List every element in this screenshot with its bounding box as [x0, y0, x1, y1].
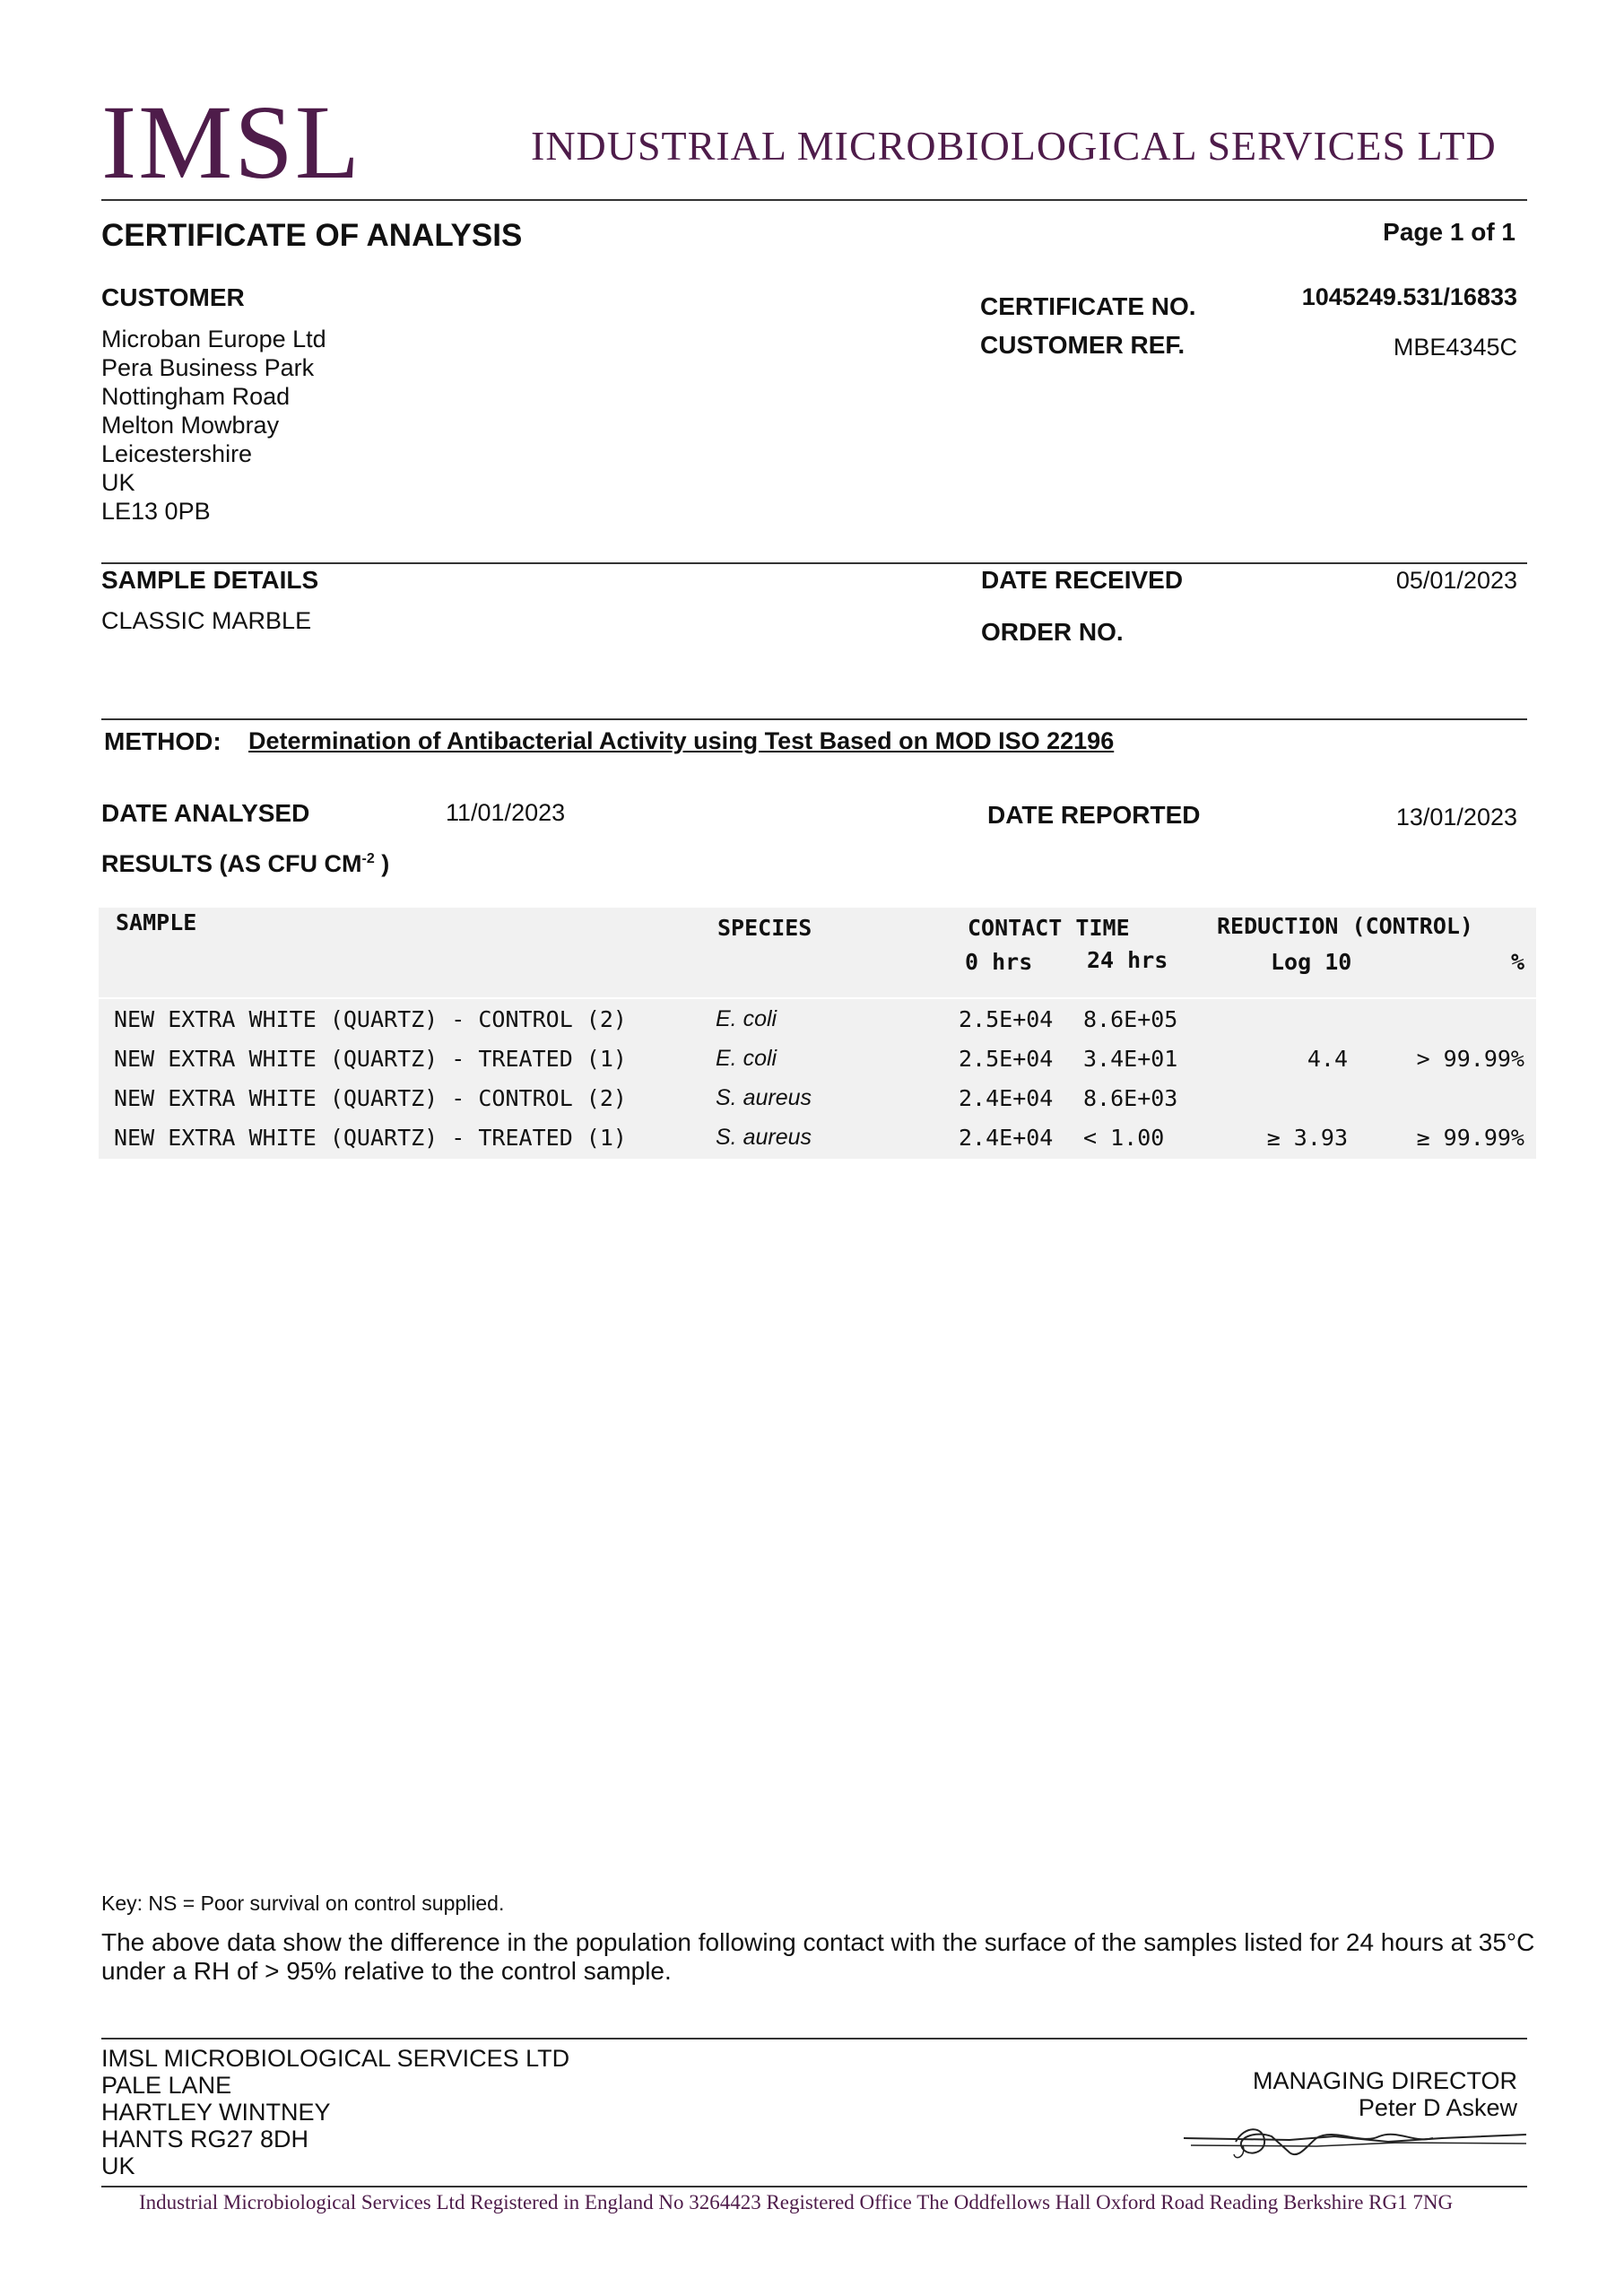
cell-sample: NEW EXTRA WHITE (QUARTZ) - TREATED (1): [114, 1046, 627, 1072]
table-row: [99, 1080, 1536, 1119]
header-zero-hrs: 0 hrs: [965, 949, 1033, 975]
date-reported-label: DATE REPORTED: [987, 801, 1201, 829]
cell-sample: NEW EXTRA WHITE (QUARTZ) - CONTROL (2): [114, 1006, 627, 1032]
customer-address-line: Nottingham Road: [101, 383, 291, 410]
cell-species: E. coli: [716, 1046, 777, 1071]
results-table: [99, 908, 1536, 1159]
cell-log10: ≥ 3.93: [1266, 1125, 1348, 1151]
cell-24hrs: 8.6E+03: [1083, 1085, 1178, 1111]
table-row: [99, 1119, 1536, 1159]
customer-address-line: Leicestershire: [101, 440, 253, 467]
results-title: [101, 850, 389, 878]
footer-bottom-divider: [101, 2186, 1527, 2187]
header-species: SPECIES: [717, 915, 812, 941]
header-sample: SAMPLE: [116, 909, 197, 935]
cell-0hrs: 2.5E+04: [959, 1006, 1054, 1032]
footer-address: [101, 2045, 569, 2179]
cell-sample: NEW EXTRA WHITE (QUARTZ) - CONTROL (2): [114, 1085, 627, 1111]
footer-address-line: HANTS RG27 8DH: [101, 2126, 309, 2152]
customer-address-line: Microban Europe Ltd: [101, 326, 326, 352]
signatory-name: Peter D Askew: [1358, 2094, 1517, 2121]
sample-details-label: SAMPLE DETAILS: [101, 566, 319, 594]
cell-sample: NEW EXTRA WHITE (QUARTZ) - TREATED (1): [114, 1125, 627, 1151]
cell-0hrs: 2.4E+04: [959, 1125, 1054, 1151]
footer-address-line: UK: [101, 2152, 135, 2179]
customer-address-line: LE13 0PB: [101, 498, 211, 525]
customer-ref: MBE4345C: [1393, 334, 1517, 361]
cell-log10: 4.4: [1307, 1046, 1348, 1072]
customer-label: CUSTOMER: [101, 283, 245, 311]
table-header: [99, 908, 1536, 997]
signatory-role: MANAGING DIRECTOR: [1252, 2067, 1517, 2094]
cell-species: E. coli: [716, 1006, 777, 1031]
registration-info: Industrial Microbiological Services Ltd Registered in England No 3264423 Registered Office The Oddfellows Hall Oxford Road Reading Berkshire RG1 7NG: [139, 2191, 1454, 2213]
method-label: METHOD:: [104, 727, 221, 755]
document-title: CERTIFICATE OF ANALYSIS: [101, 218, 523, 253]
customer-ref-label: CUSTOMER REF.: [980, 331, 1185, 359]
notes-line-1: The above data show the difference in the population following contact with the surface of the samples listed for 24 hours at 35°C: [101, 1928, 1535, 1956]
header-24-hrs: 24 hrs: [1087, 947, 1168, 973]
header-percent: %: [1510, 949, 1524, 975]
header-reduction: REDUCTION (CONTROL): [1217, 913, 1473, 939]
section-divider: [101, 718, 1527, 720]
signature: [1182, 2118, 1528, 2163]
cell-24hrs: 3.4E+01: [1083, 1046, 1178, 1072]
table-row: [99, 1040, 1536, 1080]
footer-divider: [101, 2038, 1527, 2039]
date-analysed: 11/01/2023: [446, 799, 566, 826]
results-title-superscript: -2: [361, 851, 375, 866]
footer-address-line: PALE LANE: [101, 2072, 232, 2099]
date-received-label: DATE RECEIVED: [981, 566, 1184, 594]
method-description: Determination of Antibacterial Activity using Test Based on MOD ISO 22196: [248, 727, 1115, 754]
customer-address-line: UK: [101, 469, 135, 496]
cell-percent: > 99.99%: [1416, 1046, 1524, 1072]
results-title-suffix: ): [374, 850, 390, 877]
results-title-text: RESULTS (AS CFU CM: [101, 850, 362, 877]
cell-percent: ≥ 99.99%: [1416, 1125, 1524, 1151]
notes-line-2: under a RH of > 95% relative to the control sample.: [101, 1957, 672, 1985]
cell-0hrs: 2.4E+04: [959, 1085, 1054, 1111]
footer-address-line: IMSL MICROBIOLOGICAL SERVICES LTD: [101, 2045, 570, 2072]
cell-species: S. aureus: [716, 1125, 812, 1150]
date-reported: 13/01/2023: [1395, 804, 1517, 831]
company-name: INDUSTRIAL MICROBIOLOGICAL SERVICES LTD: [531, 123, 1497, 169]
table-row: [99, 1001, 1536, 1040]
customer-address-line: Pera Business Park: [101, 354, 315, 381]
cell-0hrs: 2.5E+04: [959, 1046, 1054, 1072]
date-received: 05/01/2023: [1395, 567, 1517, 594]
section-divider: [101, 562, 1527, 564]
table-body: [99, 999, 1536, 1159]
cell-species: S. aureus: [716, 1085, 812, 1110]
order-no-label: ORDER NO.: [981, 618, 1124, 646]
certificate-number-label: CERTIFICATE NO.: [980, 292, 1196, 320]
customer-address-line: Melton Mowbray: [101, 412, 280, 439]
page-indicator: Page 1 of 1: [1383, 218, 1515, 246]
header-log10: Log 10: [1271, 949, 1352, 975]
key-note: Key: NS = Poor survival on control supplied.: [101, 1892, 505, 1915]
header-divider: [101, 199, 1527, 201]
cell-24hrs: 8.6E+05: [1083, 1006, 1178, 1032]
sample-name: CLASSIC MARBLE: [101, 607, 312, 634]
footer-address-line: HARTLEY WINTNEY: [101, 2099, 331, 2126]
cell-24hrs: < 1.00: [1083, 1125, 1165, 1151]
certificate-number: 1045249.531/16833: [1301, 283, 1517, 310]
company-logo: IMSL: [101, 83, 361, 201]
customer-address: [101, 325, 326, 526]
date-analysed-label: DATE ANALYSED: [101, 799, 310, 827]
header-contact-time: CONTACT TIME: [968, 915, 1130, 941]
